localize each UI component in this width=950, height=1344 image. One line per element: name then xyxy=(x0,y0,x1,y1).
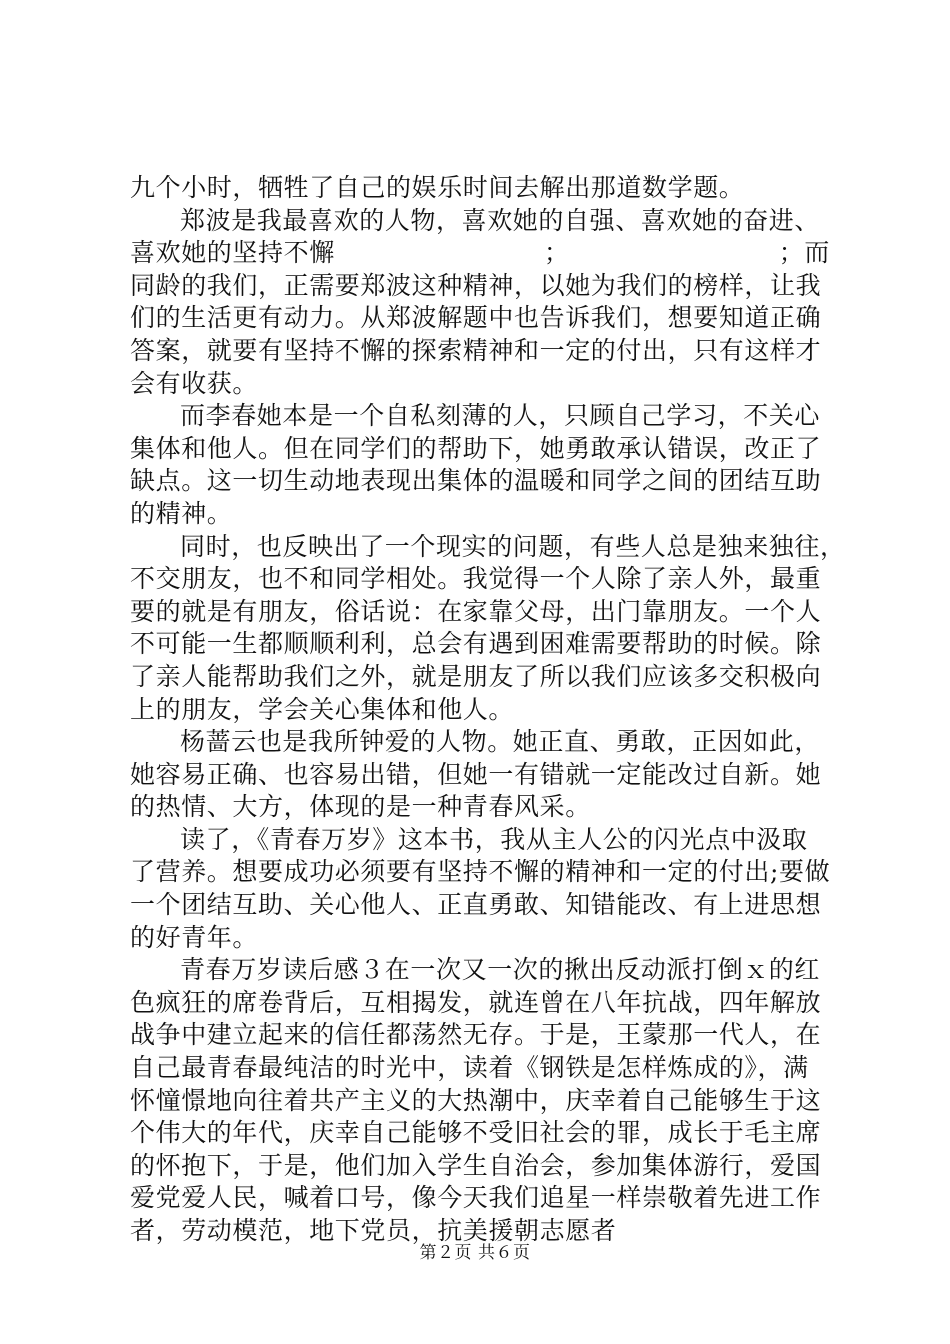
text-line: 读了，《青春万岁》这本书，我从主人公的闪光点中汲取 xyxy=(180,824,808,854)
text-line: 爱党爱人民，喊着口号，像今天我们追星一样崇敬着先进工作 xyxy=(130,1183,822,1213)
text-line: 集体和他人。但在同学们的帮助下，她勇敢承认错误，改正了 xyxy=(130,433,822,463)
text-line: 怀憧憬地向往着共产主义的大热潮中，庆幸着自己能够生于这 xyxy=(130,1085,822,1115)
text-segment: ；而 xyxy=(778,238,830,268)
text-line: 个伟大的年代，庆幸自己能够不受旧社会的罪，成长于毛主席 xyxy=(130,1118,822,1148)
text-segment: 喜欢她的坚持不懈 xyxy=(130,238,335,268)
text-line: 者，劳动模范，地下党员，抗美援朝志愿者 xyxy=(130,1216,617,1245)
text-line: 上的朋友，学会关心集体和他人。 xyxy=(130,694,515,724)
text-line: 们的生活更有动力。从郑波解题中也告诉我们，想要知道正确 xyxy=(130,303,822,333)
text-line: 同时，也反映出了一个现实的问题，有些人总是独来独往， xyxy=(180,531,846,561)
text-line: 不交朋友，也不和同学相处。我觉得一个人除了亲人外，最重 xyxy=(130,564,822,594)
text-segment: ； xyxy=(544,238,570,268)
text-line: 缺点。这一切生动地表现出集体的温暖和同学之间的团结互助 xyxy=(130,466,822,496)
text-line: 答案，就要有坚持不懈的探索精神和一定的付出，只有这样才 xyxy=(130,335,822,365)
text-line: 不可能一生都顺顺利利，总会有遇到困难需要帮助的时候。除 xyxy=(130,629,822,659)
text-line: 的精神。 xyxy=(130,498,233,528)
text-line: 色疯狂的席卷背后，互相揭发，就连曾在八年抗战，四年解放 xyxy=(130,987,822,1017)
text-line: 的怀抱下，于是，他们加入学生自治会，参加集体游行，爱国 xyxy=(130,1150,822,1180)
text-line-with-gaps xyxy=(130,237,830,270)
text-line: 的好青年。 xyxy=(130,922,259,952)
text-line: 要的就是有朋友，俗话说：在家靠父母，出门靠朋友。一个人 xyxy=(130,596,822,626)
page-number-footer: 第２页 共６页 xyxy=(419,1243,531,1263)
text-line: 了营养。想要成功必须要有坚持不懈的精神和一定的付出;要做 xyxy=(130,857,831,887)
text-line: 她容易正确、也容易出错，但她一有错就一定能改过自新。她 xyxy=(130,759,822,789)
text-line: 郑波是我最喜欢的人物，喜欢她的自强、喜欢她的奋进、 xyxy=(180,205,821,235)
text-line: 而李春她本是一个自私刻薄的人，只顾自己学习，不关心 xyxy=(180,401,821,431)
text-line: 自己最青春最纯洁的时光中，读着《钢铁是怎样炼成的》，满 xyxy=(130,1053,809,1083)
text-line: 杨蔷云也是我所钟爱的人物。她正直、勇敢，正因如此， xyxy=(180,727,821,757)
text-line: 了亲人能帮助我们之外，就是朋友了所以我们应该多交积极向 xyxy=(130,661,822,691)
text-line: 青春万岁读后感３在一次又一次的揪出反动派打倒ｘ的红 xyxy=(180,955,821,985)
body-text xyxy=(130,172,846,1248)
text-line: 同龄的我们，正需要郑波这种精神，以她为我们的榜样，让我 xyxy=(130,270,822,300)
text-line: 九个小时，牺牲了自己的娱乐时间去解出那道数学题。 xyxy=(130,173,745,202)
text-line: 会有收获。 xyxy=(130,368,259,398)
text-line: 战争中建立起来的信任都荡然无存。于是，王蒙那一代人，在 xyxy=(130,1020,822,1050)
text-line: 一个团结互助、关心他人、正直勇敢、知错能改、有上进思想 xyxy=(130,890,822,920)
text-line: 的热情、大方，体现的是一种青春风采。 xyxy=(130,792,591,822)
